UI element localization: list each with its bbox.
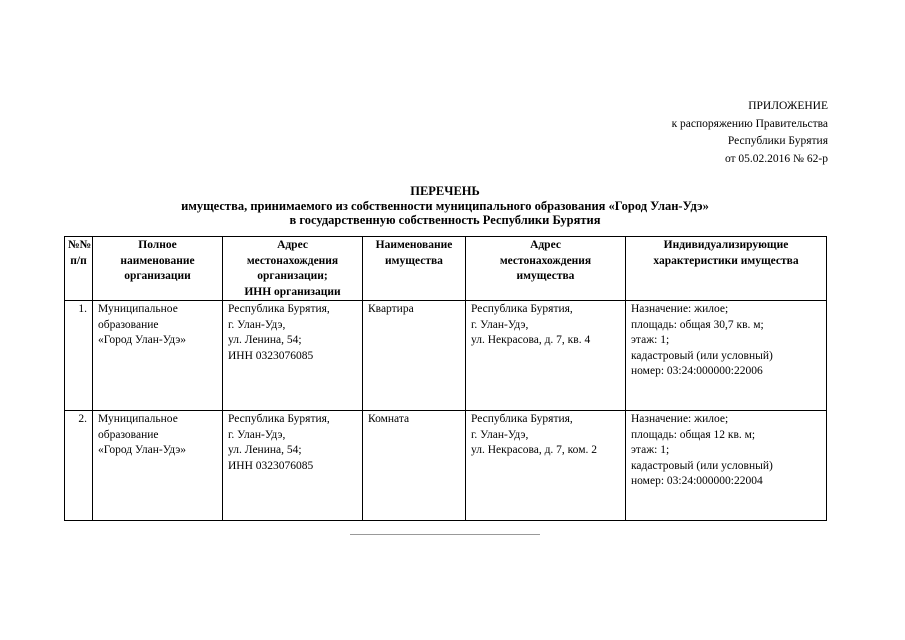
appendix-label: ПРИЛОЖЕНИЕ (748, 100, 828, 112)
cell-line: Назначение: жилое; (631, 303, 729, 315)
header-cell-org-address (223, 237, 363, 301)
row-number: 2. (65, 411, 93, 521)
property-name: Квартира (363, 301, 466, 411)
organization-address (223, 411, 363, 521)
cell-line: ул. Ленина, 54; (228, 334, 302, 346)
property-table (64, 236, 827, 521)
table-header-row (65, 237, 827, 301)
cell-line: кадастровый (или условный) (631, 349, 773, 362)
appendix-block (672, 98, 828, 168)
table-row (65, 301, 827, 411)
cell-line: г. Улан-Удэ, (228, 428, 286, 441)
header-text: Наименование (375, 239, 453, 251)
header-text: Адрес (277, 239, 308, 251)
header-cell-property-address (466, 237, 626, 301)
cell-line: ул. Некрасова, д. 7, ком. 2 (471, 444, 597, 456)
cell-line: Республика Бурятия, (228, 303, 330, 315)
cell-line: Республика Бурятия, (471, 413, 573, 425)
cell-line: «Город Улан-Удэ» (98, 334, 187, 346)
cell-line: номер: 03:24:000000:22006 (631, 365, 763, 377)
organization-name (93, 411, 223, 521)
header-text: местонахождения (499, 254, 592, 267)
header-text: Адрес (530, 239, 561, 251)
cell-line: ИНН 0323076085 (228, 349, 314, 362)
cell-line: г. Улан-Удэ, (471, 428, 529, 441)
header-text: Полное (138, 239, 177, 251)
cell-line: ул. Ленина, 54; (228, 444, 302, 456)
header-text: организации; (257, 270, 328, 282)
property-characteristics (626, 301, 827, 411)
header-text: имущества (385, 254, 443, 267)
cell-line: Республика Бурятия, (471, 303, 573, 315)
closing-divider (350, 534, 540, 535)
header-cell-characteristics (626, 237, 827, 301)
cell-line: площадь: общая 12 кв. м; (631, 428, 756, 441)
title-subheading: имущества, принимаемого из собственности муниципального образования «Город Улан-Удэ» (181, 198, 709, 213)
header-text: ИНН организации (244, 285, 341, 298)
cell-line: г. Улан-Удэ, (228, 318, 286, 331)
header-text: имущества (516, 270, 575, 282)
cell-line: «Город Улан-Удэ» (98, 444, 187, 456)
cell-line: ИНН 0323076085 (228, 459, 314, 472)
header-cell-property (363, 237, 466, 301)
property-address (466, 301, 626, 411)
header-cell-organization (93, 237, 223, 301)
cell-line: площадь: общая 30,7 кв. м; (631, 318, 764, 331)
organization-name (93, 301, 223, 411)
cell-line: Назначение: жилое; (631, 413, 729, 425)
header-text: №№ (68, 239, 92, 251)
cell-line: ул. Некрасова, д. 7, кв. 4 (471, 334, 591, 346)
appendix-authority: Республики Бурятия (727, 135, 828, 147)
cell-line: номер: 03:24:000000:22004 (631, 475, 763, 487)
cell-line: г. Улан-Удэ, (471, 318, 529, 331)
appendix-reference: к распоряжению Правительства (671, 117, 828, 130)
cell-line: Республика Бурятия, (228, 413, 330, 425)
title-heading: ПЕРЕЧЕНЬ (410, 184, 480, 198)
appendix-date-number: от 05.02.2016 № 62-р (724, 152, 828, 165)
cell-line: этаж: 1; (631, 444, 670, 456)
header-text: наименование (120, 254, 195, 267)
header-text: местонахождения (246, 254, 339, 267)
document-title (64, 184, 826, 228)
title-subheading-2: в государственную собственность Республики Бурятия (289, 213, 601, 227)
cell-line: кадастровый (или условный) (631, 459, 773, 472)
header-text: п/п (70, 254, 87, 267)
property-characteristics (626, 411, 827, 521)
property-name: Комната (363, 411, 466, 521)
header-cell-number (65, 237, 93, 301)
cell-line: этаж: 1; (631, 334, 670, 346)
row-number: 1. (65, 301, 93, 411)
cell-line: образование (98, 428, 159, 441)
cell-line: Муниципальное (98, 303, 178, 315)
organization-address (223, 301, 363, 411)
table-row (65, 411, 827, 521)
header-text: характеристики имущества (653, 254, 799, 267)
header-text: Индивидуализирующие (663, 239, 789, 251)
property-address (466, 411, 626, 521)
cell-line: Муниципальное (98, 413, 178, 425)
cell-line: образование (98, 318, 159, 331)
header-text: организации (124, 270, 191, 282)
